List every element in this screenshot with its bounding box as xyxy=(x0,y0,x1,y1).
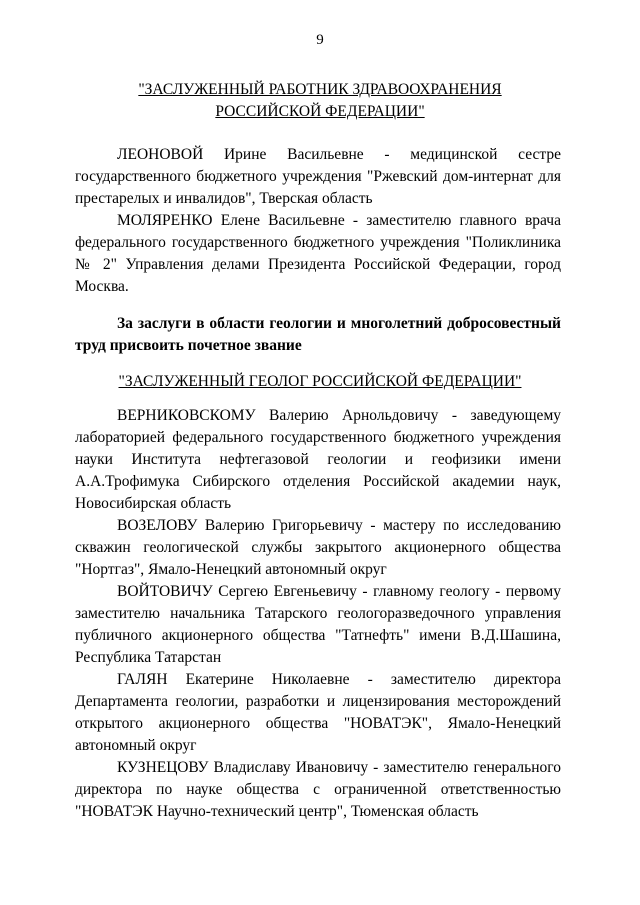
award-entry: ВОЗЕЛОВУ Валерию Григорьевичу - мастеру по исследованию скважин геологической службы закрытого акционерного общества "Нортгаз", Ямало-Ненецкий автономный округ xyxy=(75,517,561,578)
section-title-line-2: РОССИЙСКОЙ ФЕДЕРАЦИИ" xyxy=(215,103,425,120)
section-title-line-1: "ЗАСЛУЖЕННЫЙ ГЕОЛОГ РОССИЙСКОЙ ФЕДЕРАЦИИ" xyxy=(118,373,522,390)
section1-entries xyxy=(75,144,561,298)
award-entry: МОЛЯРЕНКО Елене Васильевне - заместителю главного врача федерального государственного бюджетного учреждения "Поликлиника № 2" Управления делами Президента Российской Федерации, город Москва. xyxy=(75,212,561,295)
page-number: 9 xyxy=(316,32,324,48)
award-entry: ВЕРНИКОВСКОМУ Валерию Арнольдовичу - заведующему лабораторией федерального государственного бюджетного учреждения науки Института нефтегазовой геологии и геофизики имени А.А.Трофимука Сибирского отделения Российской академии наук, Новосибирская область xyxy=(75,407,561,512)
award-entry: ГАЛЯН Екатерине Николаевне - заместителю директора Департамента геологии, разработки и лицензирования месторождений открытого акционерного общества "НОВАТЭК", Ямало-Ненецкий автономный округ xyxy=(75,671,561,754)
section-title-geologist xyxy=(60,371,580,393)
award-entry: ВОЙТОВИЧУ Сергею Евгеньевичу - главному геологу - первому заместителю начальника Татарского геологоразведочного управления публичного акционерного общества "Татнефть" имени В.Д.Шашина, Республика Татарстан xyxy=(75,583,561,666)
decree-text: За заслуги в области геологии и многолетний добросовестный труд присвоить почетное звание xyxy=(75,315,561,354)
section-title-line-1: "ЗАСЛУЖЕННЫЙ РАБОТНИК ЗДРАВООХРАНЕНИЯ xyxy=(138,81,502,98)
section2-entries xyxy=(75,405,561,823)
section-title-health-worker xyxy=(60,79,580,123)
award-entry: КУЗНЕЦОВУ Владиславу Ивановичу - заместителю генерального директора по науке общества с ограниченной ответственностью "НОВАТЭК Научно-технический центр", Тюменская область xyxy=(75,759,561,820)
award-entry: ЛЕОНОВОЙ Ирине Васильевне - медицинской сестре государственного бюджетного учреждения "Ржевский дом-интернат для престарелых и инвалидов", Тверская область xyxy=(75,146,561,207)
